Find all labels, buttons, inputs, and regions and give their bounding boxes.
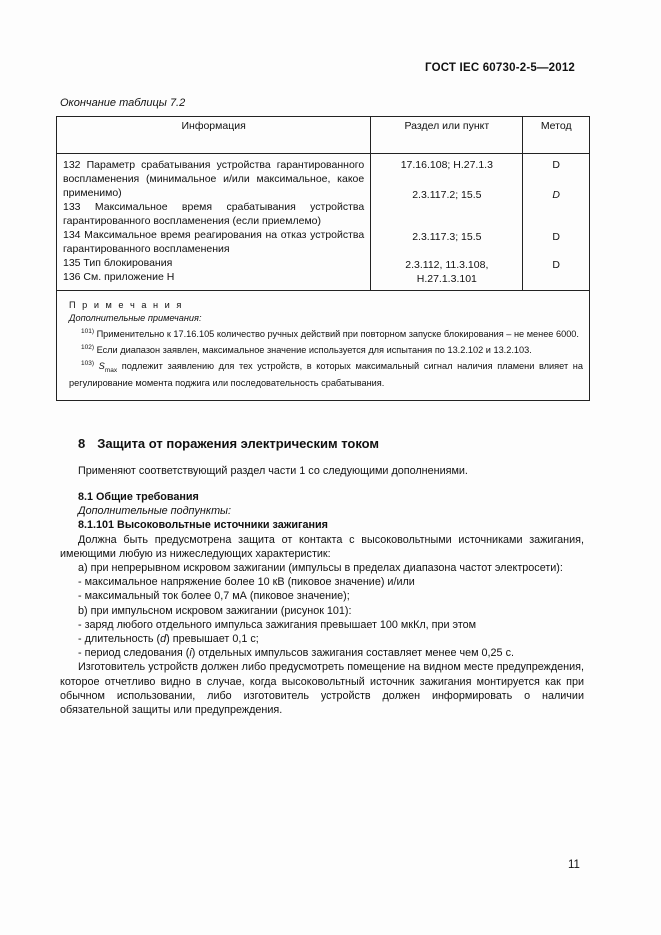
table-cell-info-133: 133 Максимальное время срабатывания устройства гарантированного воспламенения (если приемлемо) bbox=[63, 201, 365, 227]
item-a: а) при непрерывном искровом зажигании (импульсы в пределах диапазона частот электросети): bbox=[78, 562, 563, 575]
table-cell-section-134: 2.3.117.3; 15.5 bbox=[412, 231, 482, 243]
table-caption: Окончание таблицы 7.2 bbox=[60, 97, 186, 109]
note-103: $^{103)}$ $S_{max}$ подлежит заявлению для тех устройств, в которых максимальный сигнал наличия пламени влияет на регулирование момента поджига или последовательность срабатывания. bbox=[69, 360, 583, 389]
table-cell-section-132: 17.16.108; H.27.1.3 bbox=[400, 159, 493, 171]
table-cell-section-133: 2.3.117.2; 15.5 bbox=[412, 189, 482, 201]
paragraph-manufacturer: Изготовитель устройств должен либо предусмотреть помещение на видном месте предупреждения, которое отчетливо видно в случае, когда высоковольтный источник зажигания монтируется как при обычном использовании, либо изготовитель устройств должен информировать о наличии обязательной защиты или предупреждения. bbox=[60, 661, 584, 717]
column-header-info: Информация bbox=[57, 117, 371, 154]
item-a-2: - максимальный ток более 0,7 мА (пиковое значение); bbox=[78, 590, 350, 603]
table-cell-info-132: 132 Параметр срабатывания устройства гарантированного воспламенения (минимальное и/или максимальное, какое применимо) bbox=[63, 159, 365, 199]
table-cell-method-132: D bbox=[552, 159, 561, 171]
item-b-3: - период следования (i) отдельных импульсов зажигания составляет менее чем 0,25 с. bbox=[78, 647, 514, 660]
item-b: b) при импульсном искровом зажигании (рисунок 101): bbox=[78, 604, 352, 617]
table-body-row bbox=[57, 154, 590, 291]
table-cell-method-133: D bbox=[552, 189, 561, 201]
paragraph-protection: Должна быть предусмотрена защита от контакта с высоковольтными источниками зажигания, имеющими любую из нижеследующих характеристик: bbox=[60, 533, 584, 560]
table-cell-info-136: 136 См. приложение Н bbox=[63, 271, 175, 283]
table-cell-method-136: D bbox=[552, 259, 561, 271]
table-header-row bbox=[57, 117, 590, 154]
item-b-2: - длительность (d) превышает 0,1 с; bbox=[78, 633, 259, 646]
subsection-8-1-101-title: 8.1.101 Высоковольтные источники зажигания bbox=[78, 519, 328, 532]
notes-title: П р и м е ч а н и я bbox=[69, 300, 184, 310]
column-header-section: Раздел или пункт bbox=[371, 117, 523, 154]
table-notes bbox=[57, 291, 590, 401]
table-cell-method-134: D bbox=[552, 231, 561, 243]
standard-header: ГОСТ IEC 60730-2-5—2012 bbox=[425, 62, 576, 74]
table-cell-info-135: 135 Тип блокирования bbox=[63, 257, 173, 269]
table-cell-section-136: 2.3.112, 11.3.108, H.27.1.3.101 bbox=[405, 259, 489, 285]
note-101: $^{101)}$ Применительно к 17.16.105 количество ручных действий при повторном запуске блокирования – не менее 6000. bbox=[81, 328, 579, 340]
column-header-method: Метод bbox=[523, 117, 590, 154]
page-number: 11 bbox=[568, 859, 580, 871]
section-8-title: Защита от поражения электрическим током bbox=[97, 436, 380, 451]
note-102: $^{102)}$ Если диапазон заявлен, максимальное значение используется для испытания по 13.2.102 и 13.2.103. bbox=[81, 344, 532, 356]
table-cell-info-134: 134 Максимальное время реагирования на отказ устройства гарантированного воспламенения bbox=[63, 229, 365, 255]
section-8-body bbox=[60, 490, 584, 717]
item-a-1: - максимальное напряжение более 10 кВ (пиковое значение) и/или bbox=[78, 576, 415, 589]
item-b-1: - заряд любого отдельного импульса зажигания превышает 100 мкКл, при этом bbox=[78, 618, 477, 631]
section-8-number: 8 bbox=[78, 436, 86, 451]
information-table bbox=[56, 116, 590, 401]
table-notes-row bbox=[57, 291, 590, 401]
subsection-8-1-title: 8.1 Общие требования bbox=[78, 491, 199, 503]
notes-subtitle: Дополнительные примечания: bbox=[69, 313, 202, 323]
section-8-heading bbox=[78, 436, 379, 451]
subsection-8-1-subtitle: Дополнительные подпункты: bbox=[78, 505, 232, 518]
section-8-intro: Применяют соответствующий раздел части 1 со следующими дополнениями. bbox=[78, 465, 468, 477]
